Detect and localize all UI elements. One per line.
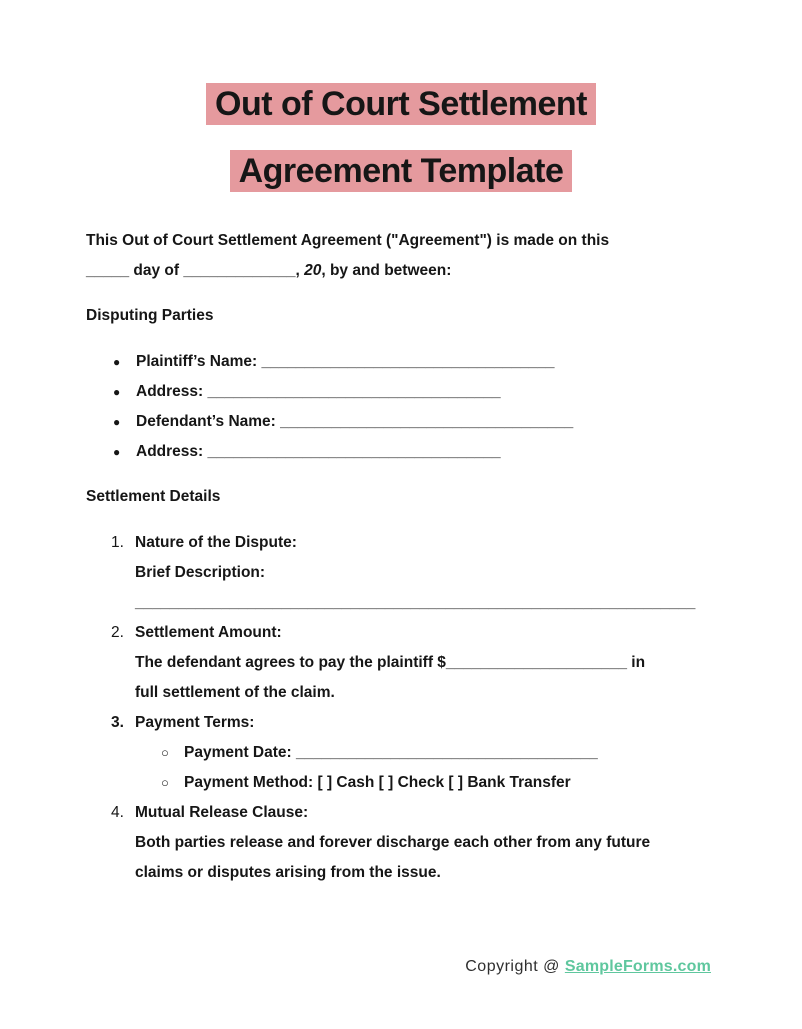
settlement-amount-line-1	[86, 648, 716, 678]
field-label: Defendant’s Name:	[136, 413, 281, 430]
footer-link[interactable]: SampleForms.com	[564, 958, 711, 975]
title-line-2: Agreement Template	[230, 150, 573, 192]
title-row-2	[0, 150, 802, 192]
list-item-text	[136, 377, 501, 407]
amount-text: The defendant agrees to pay the plaintiff $	[135, 654, 446, 671]
intro-paragraph	[86, 226, 716, 286]
list-item-plaintiff-name	[86, 347, 716, 377]
fill-in-blank: __________________________________	[280, 413, 574, 430]
item-title: Settlement Amount:	[135, 624, 282, 641]
circle-bullet-icon: ○	[161, 775, 169, 790]
fill-in-blank-payment-date: ___________________________________	[295, 744, 598, 761]
intro-line-1: This Out of Court Settlement Agreement ("Agreement") is made on this	[86, 232, 610, 249]
footer	[465, 958, 711, 976]
settlement-amount-line-2: full settlement of the claim.	[135, 684, 335, 701]
list-item-plaintiff-address	[86, 377, 716, 407]
list-item-payment-terms	[86, 708, 716, 738]
fill-in-blank-amount: _____________________	[445, 654, 627, 671]
field-label: Payment Date:	[184, 744, 296, 761]
list-item-defendant-name	[86, 407, 716, 437]
list-item-text	[136, 347, 555, 377]
intro-day-of-text: day of	[129, 262, 184, 279]
settlement-details-list	[86, 528, 716, 888]
section-heading-settlement-details: Settlement Details	[86, 488, 221, 505]
payment-method-checkboxes: Payment Method: [ ] Cash [ ] Check [ ] Bank Transfer	[184, 774, 571, 791]
document-body	[86, 226, 716, 888]
list-item-nature-of-dispute	[86, 528, 716, 558]
fill-in-blank-month: _____________	[183, 262, 296, 279]
document-title	[0, 0, 802, 192]
bullet-icon: ●	[113, 355, 121, 369]
fill-in-blank-description: _________________________________________________________________	[135, 594, 696, 611]
fill-in-blank: __________________________________	[207, 443, 501, 460]
fill-in-blank: __________________________________	[207, 383, 501, 400]
list-number: 1.	[111, 534, 124, 551]
fill-in-blank: __________________________________	[261, 353, 555, 370]
list-item-defendant-address	[86, 437, 716, 467]
bullet-icon: ●	[113, 415, 121, 429]
title-row-1	[0, 83, 802, 125]
field-label: Plaintiff’s Name:	[136, 353, 262, 370]
list-item-mutual-release	[86, 798, 716, 828]
intro-comma: ,	[295, 262, 305, 279]
intro-tail-text: , by and between:	[321, 262, 452, 279]
fill-in-blank-day: _____	[86, 262, 130, 279]
title-line-1: Out of Court Settlement	[206, 83, 596, 125]
copyright-text: Copyright @	[465, 958, 565, 975]
intro-line-2	[86, 256, 716, 286]
bullet-icon: ●	[113, 445, 121, 459]
section-heading-disputing-parties: Disputing Parties	[86, 307, 214, 324]
mutual-release-line-1: Both parties release and forever discharge each other from any future	[135, 834, 651, 851]
list-item-text	[136, 437, 501, 467]
list-item-settlement-amount	[86, 618, 716, 648]
year-prefix: 20	[304, 262, 322, 279]
list-item-text	[136, 407, 573, 437]
sub-item-payment-date	[86, 738, 716, 768]
sub-item-payment-method	[86, 768, 716, 798]
item-title: Payment Terms:	[135, 714, 255, 731]
field-label: Address:	[136, 383, 208, 400]
amount-text-tail: in	[626, 654, 646, 671]
list-number: 3.	[111, 714, 124, 731]
mutual-release-line-2: claims or disputes arising from the issue.	[135, 864, 441, 881]
circle-bullet-icon: ○	[161, 745, 169, 760]
item-title: Mutual Release Clause:	[135, 804, 309, 821]
disputing-parties-list	[86, 347, 716, 467]
brief-description-label: Brief Description:	[135, 564, 266, 581]
list-number: 4.	[111, 804, 124, 821]
list-number: 2.	[111, 624, 124, 641]
item-title: Nature of the Dispute:	[135, 534, 297, 551]
sub-item-text	[184, 738, 598, 768]
field-label: Address:	[136, 443, 208, 460]
bullet-icon: ●	[113, 385, 121, 399]
